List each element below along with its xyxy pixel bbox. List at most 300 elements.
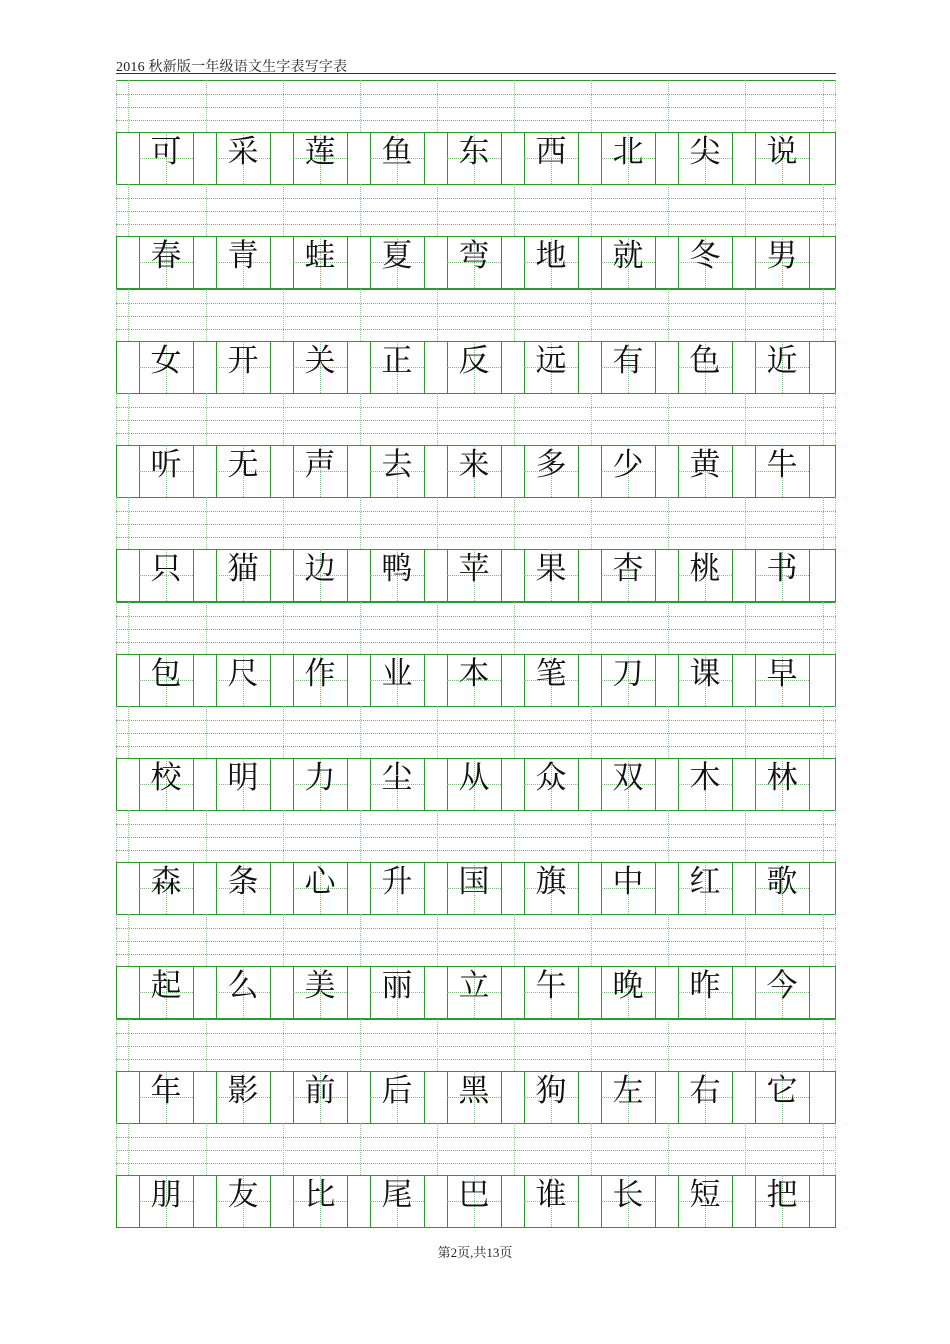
character-cell (755, 862, 809, 914)
character-cell (524, 862, 578, 914)
pinyin-column-rule (360, 810, 361, 862)
pinyin-column-rule (206, 914, 207, 966)
chinese-character: 昨 (689, 968, 721, 1005)
cell-border (655, 236, 656, 288)
pinyin-rule (116, 824, 836, 825)
chinese-character: 中 (612, 864, 644, 901)
character-cell (755, 1175, 809, 1227)
character-cell (370, 1175, 424, 1227)
character-cell (216, 132, 270, 184)
cell-border (347, 445, 348, 497)
cell-border (578, 758, 579, 810)
pinyin-column-rule (116, 289, 117, 341)
pinyin-column-rule (823, 914, 824, 966)
pinyin-band (116, 1123, 836, 1175)
row-edge-rule (835, 862, 836, 914)
pinyin-rule (116, 1150, 836, 1151)
pinyin-column-rule (206, 706, 207, 758)
cell-border (809, 341, 810, 393)
chinese-character: 作 (304, 655, 336, 692)
cell-border (809, 654, 810, 706)
pinyin-rule (116, 107, 836, 108)
pinyin-column-rule (514, 80, 515, 132)
character-cell (216, 1071, 270, 1123)
chinese-character: 谁 (535, 1177, 567, 1213)
chinese-character: 森 (150, 864, 182, 901)
row-edge-rule (835, 341, 836, 393)
pinyin-column-rule (360, 393, 361, 445)
character-row (116, 445, 836, 497)
character-cell (755, 1071, 809, 1123)
pinyin-column-rule (283, 810, 284, 862)
character-cell (524, 236, 578, 288)
chinese-character: 远 (535, 342, 567, 379)
pinyin-column-rule (591, 393, 592, 445)
character-cell (755, 445, 809, 497)
cell-border (501, 549, 502, 601)
character-cell (293, 966, 347, 1018)
chinese-character: 书 (766, 551, 798, 588)
character-cell (601, 758, 655, 810)
cell-border (193, 1071, 194, 1123)
character-cell (216, 1175, 270, 1227)
pinyin-column-rule (283, 184, 284, 236)
chinese-character: 无 (227, 446, 259, 483)
character-row (116, 341, 836, 393)
row-edge-rule (835, 654, 836, 706)
pinyin-column-rule (283, 497, 284, 549)
pinyin-column-rule (745, 914, 746, 966)
pinyin-column-rule (823, 706, 824, 758)
cell-border (270, 341, 271, 393)
character-cell (293, 236, 347, 288)
pinyin-column-rule (514, 810, 515, 862)
pinyin-rule (116, 1137, 836, 1138)
character-cell (755, 236, 809, 288)
chinese-character: 校 (150, 759, 182, 796)
chinese-character: 西 (535, 134, 567, 170)
pinyin-rule (116, 1019, 836, 1020)
character-cell (293, 1175, 347, 1227)
chinese-character: 关 (304, 342, 336, 379)
cell-border (809, 1175, 810, 1227)
pinyin-column-rule (668, 184, 669, 236)
chinese-character: 反 (458, 342, 490, 379)
pinyin-column-rule (116, 184, 117, 236)
character-cell (678, 132, 732, 184)
row-edge-rule (835, 236, 836, 288)
pinyin-column-rule (128, 289, 129, 341)
pinyin-column-rule (283, 289, 284, 341)
pinyin-column-rule (283, 1123, 284, 1175)
pinyin-band (116, 810, 836, 862)
cell-border (501, 1071, 502, 1123)
pinyin-column-rule (591, 80, 592, 132)
chinese-character: 年 (150, 1072, 182, 1109)
character-cell (601, 862, 655, 914)
character-cell (216, 758, 270, 810)
pinyin-column-rule (116, 706, 117, 758)
character-cell (447, 966, 501, 1018)
pinyin-column-rule (206, 289, 207, 341)
character-cell (601, 445, 655, 497)
character-cell (524, 445, 578, 497)
cell-border (655, 966, 656, 1018)
character-row (116, 1175, 836, 1227)
pinyin-column-rule (128, 914, 129, 966)
pinyin-column-rule (823, 184, 824, 236)
character-cell (370, 654, 424, 706)
character-row (116, 1071, 836, 1123)
cell-border (270, 1071, 271, 1123)
pinyin-column-rule (437, 914, 438, 966)
pinyin-column-rule (591, 289, 592, 341)
chinese-character: 影 (227, 1072, 259, 1109)
pinyin-column-rule (835, 184, 836, 236)
cell-border (270, 966, 271, 1018)
chinese-character: 近 (766, 342, 798, 379)
pinyin-column-rule (116, 1123, 117, 1175)
pinyin-column-rule (128, 80, 129, 132)
character-cell (601, 1175, 655, 1227)
character-cell (216, 341, 270, 393)
pinyin-column-rule (437, 497, 438, 549)
character-cell (293, 549, 347, 601)
chinese-character: 晚 (612, 968, 644, 1005)
cell-border (655, 1071, 656, 1123)
pinyin-column-rule (745, 1019, 746, 1071)
pinyin-column-rule (206, 602, 207, 654)
cell-border (578, 1071, 579, 1123)
chinese-character: 心 (304, 864, 336, 901)
pinyin-column-rule (437, 1123, 438, 1175)
header-rule (116, 73, 836, 74)
character-cell (370, 966, 424, 1018)
chinese-character: 说 (766, 134, 798, 170)
pinyin-rule (116, 1123, 836, 1124)
pinyin-column-rule (835, 393, 836, 445)
pinyin-column-rule (116, 810, 117, 862)
pinyin-column-rule (668, 393, 669, 445)
pinyin-column-rule (514, 393, 515, 445)
pinyin-column-rule (360, 80, 361, 132)
pinyin-column-rule (591, 706, 592, 758)
chinese-character: 前 (304, 1072, 336, 1109)
cell-border (501, 236, 502, 288)
chinese-character: 旗 (535, 864, 567, 901)
pinyin-column-rule (283, 393, 284, 445)
character-cell (678, 862, 732, 914)
character-cell (524, 1175, 578, 1227)
pinyin-column-rule (591, 914, 592, 966)
chinese-character: 美 (304, 968, 336, 1005)
cell-border (732, 445, 733, 497)
cell-border (578, 445, 579, 497)
character-cell (447, 549, 501, 601)
character-cell (293, 445, 347, 497)
chinese-character: 它 (766, 1072, 798, 1109)
character-cell (755, 654, 809, 706)
cell-border (501, 341, 502, 393)
chinese-character: 刀 (612, 655, 644, 692)
character-cell (524, 966, 578, 1018)
cell-border (424, 132, 425, 184)
chinese-character: 桃 (689, 551, 721, 588)
character-cell (447, 1071, 501, 1123)
cell-border (578, 966, 579, 1018)
cell-border (347, 1175, 348, 1227)
pinyin-column-rule (745, 289, 746, 341)
pinyin-column-rule (745, 393, 746, 445)
row-edge-rule (116, 445, 117, 497)
character-cell (601, 236, 655, 288)
chinese-character: 么 (227, 968, 259, 1005)
cell-border (347, 862, 348, 914)
pinyin-rule (116, 1163, 836, 1164)
character-cell (447, 1175, 501, 1227)
pinyin-column-rule (514, 706, 515, 758)
pinyin-column-rule (835, 1019, 836, 1071)
pinyin-column-rule (128, 810, 129, 862)
pinyin-column-rule (128, 1123, 129, 1175)
chinese-character: 短 (689, 1177, 721, 1213)
pinyin-column-rule (437, 602, 438, 654)
cell-border (501, 758, 502, 810)
row-bottom-rule (116, 1227, 836, 1228)
cell-border (809, 132, 810, 184)
cell-border (270, 236, 271, 288)
cell-border (193, 966, 194, 1018)
pinyin-band (116, 497, 836, 549)
chinese-character: 木 (689, 759, 721, 796)
cell-border (732, 654, 733, 706)
chinese-character: 去 (381, 446, 413, 483)
writing-grid (116, 80, 836, 1230)
pinyin-band (116, 1019, 836, 1071)
character-cell (370, 1071, 424, 1123)
character-cell (293, 758, 347, 810)
cell-border (655, 1175, 656, 1227)
character-cell (139, 654, 193, 706)
chinese-character: 青 (227, 238, 259, 275)
pinyin-column-rule (835, 289, 836, 341)
row-edge-rule (116, 236, 117, 288)
cell-border (655, 862, 656, 914)
pinyin-column-rule (668, 497, 669, 549)
pinyin-rule (116, 642, 836, 643)
pinyin-column-rule (668, 810, 669, 862)
pinyin-column-rule (514, 289, 515, 341)
chinese-character: 众 (535, 759, 567, 796)
chinese-character: 北 (612, 134, 644, 170)
character-cell (524, 654, 578, 706)
pinyin-column-rule (128, 393, 129, 445)
chinese-character: 边 (304, 551, 336, 588)
chinese-character: 苹 (458, 551, 490, 588)
pinyin-rule (116, 184, 836, 185)
pinyin-column-rule (745, 184, 746, 236)
character-cell (293, 341, 347, 393)
character-cell (601, 1071, 655, 1123)
cell-border (270, 654, 271, 706)
pinyin-rule (116, 1059, 836, 1060)
chinese-character: 东 (458, 134, 490, 170)
chinese-character: 林 (766, 759, 798, 796)
pinyin-column-rule (668, 602, 669, 654)
character-cell (678, 549, 732, 601)
cell-border (501, 966, 502, 1018)
pinyin-rule (116, 393, 836, 394)
pinyin-column-rule (668, 914, 669, 966)
chinese-character: 弯 (458, 238, 490, 275)
cell-border (655, 341, 656, 393)
row-edge-rule (835, 1175, 836, 1227)
cell-border (347, 341, 348, 393)
character-cell (678, 341, 732, 393)
row-edge-rule (116, 862, 117, 914)
pinyin-rule (116, 1046, 836, 1047)
pinyin-column-rule (835, 810, 836, 862)
chinese-character: 冬 (689, 238, 721, 275)
character-cell (293, 132, 347, 184)
cell-border (193, 758, 194, 810)
chinese-character: 国 (458, 864, 490, 901)
pinyin-column-rule (514, 602, 515, 654)
cell-border (578, 862, 579, 914)
pinyin-column-rule (283, 914, 284, 966)
pinyin-column-rule (116, 1019, 117, 1071)
pinyin-rule (116, 289, 836, 290)
chinese-character: 春 (150, 238, 182, 275)
chinese-character: 莲 (304, 134, 336, 170)
chinese-character: 朋 (150, 1177, 182, 1213)
pinyin-rule (116, 329, 836, 330)
character-cell (216, 862, 270, 914)
chinese-character: 课 (689, 655, 721, 692)
character-cell (755, 966, 809, 1018)
cell-border (193, 341, 194, 393)
chinese-character: 声 (304, 446, 336, 483)
character-cell (216, 654, 270, 706)
pinyin-rule (116, 941, 836, 942)
chinese-character: 杏 (612, 551, 644, 588)
chinese-character: 男 (766, 238, 798, 275)
chinese-character: 只 (150, 551, 182, 588)
cell-border (424, 758, 425, 810)
row-edge-rule (835, 549, 836, 601)
pinyin-column-rule (823, 497, 824, 549)
pinyin-column-rule (206, 393, 207, 445)
pinyin-column-rule (668, 1123, 669, 1175)
chinese-character: 尘 (381, 759, 413, 796)
chinese-character: 开 (227, 342, 259, 379)
pinyin-column-rule (206, 497, 207, 549)
cell-border (424, 966, 425, 1018)
document-header: 2016 秋新版一年级语文生字表写字表 (116, 60, 348, 75)
pinyin-rule (116, 602, 836, 603)
pinyin-column-rule (823, 1019, 824, 1071)
character-cell (216, 549, 270, 601)
pinyin-column-rule (745, 80, 746, 132)
pinyin-column-rule (360, 497, 361, 549)
row-edge-rule (116, 549, 117, 601)
pinyin-rule (116, 316, 836, 317)
character-cell (524, 1071, 578, 1123)
pinyin-column-rule (745, 1123, 746, 1175)
pinyin-rule (116, 224, 836, 225)
pinyin-column-rule (360, 1019, 361, 1071)
character-cell (678, 758, 732, 810)
pinyin-column-rule (437, 393, 438, 445)
cell-border (347, 966, 348, 1018)
chinese-character: 把 (766, 1177, 798, 1213)
pinyin-column-rule (283, 706, 284, 758)
cell-border (193, 654, 194, 706)
pinyin-column-rule (591, 1123, 592, 1175)
cell-border (732, 236, 733, 288)
cell-border (270, 549, 271, 601)
pinyin-column-rule (591, 184, 592, 236)
chinese-character: 来 (458, 446, 490, 483)
chinese-character: 猫 (227, 551, 259, 588)
character-cell (370, 445, 424, 497)
pinyin-column-rule (128, 184, 129, 236)
cell-border (193, 445, 194, 497)
character-row (116, 654, 836, 706)
character-cell (524, 341, 578, 393)
pinyin-rule (116, 733, 836, 734)
pinyin-rule (116, 837, 836, 838)
row-edge-rule (116, 654, 117, 706)
character-cell (293, 1071, 347, 1123)
chinese-character: 地 (535, 238, 567, 275)
character-cell (447, 236, 501, 288)
chinese-character: 业 (381, 655, 413, 692)
pinyin-rule (116, 80, 836, 81)
character-row (116, 236, 836, 288)
pinyin-rule (116, 407, 836, 408)
pinyin-column-rule (128, 497, 129, 549)
cell-border (732, 1175, 733, 1227)
character-cell (601, 341, 655, 393)
chinese-character: 鱼 (381, 134, 413, 170)
pinyin-column-rule (591, 497, 592, 549)
cell-border (655, 654, 656, 706)
cell-border (270, 132, 271, 184)
chinese-character: 立 (458, 968, 490, 1005)
pinyin-column-rule (360, 602, 361, 654)
row-edge-rule (835, 966, 836, 1018)
cell-border (270, 862, 271, 914)
cell-border (424, 654, 425, 706)
pinyin-rule (116, 629, 836, 630)
cell-border (578, 1175, 579, 1227)
pinyin-column-rule (514, 1123, 515, 1175)
chinese-character: 升 (381, 864, 413, 901)
pinyin-rule (116, 746, 836, 747)
pinyin-column-rule (591, 602, 592, 654)
chinese-character: 笔 (535, 655, 567, 692)
chinese-character: 早 (766, 655, 798, 692)
cell-border (193, 132, 194, 184)
pinyin-column-rule (745, 602, 746, 654)
character-cell (139, 549, 193, 601)
chinese-character: 本 (458, 655, 490, 692)
pinyin-column-rule (745, 706, 746, 758)
chinese-character: 多 (535, 446, 567, 483)
cell-border (501, 132, 502, 184)
cell-border (193, 1175, 194, 1227)
